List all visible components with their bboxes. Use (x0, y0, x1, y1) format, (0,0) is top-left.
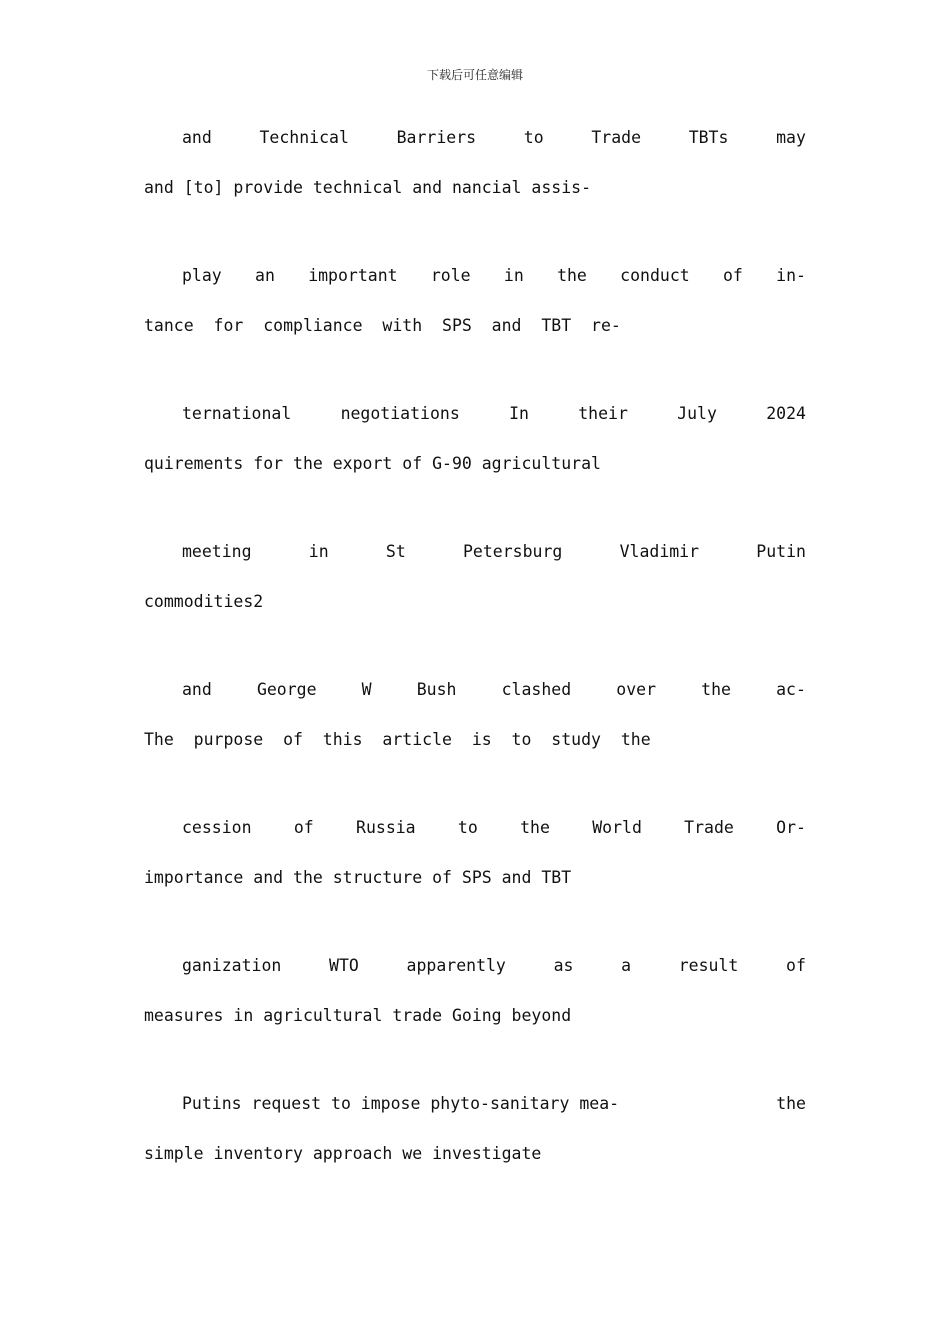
continuation-line: quirements for the export of G-90 agricultural (144, 454, 601, 473)
word: Petersburg (463, 542, 563, 561)
paragraph-line (182, 128, 806, 148)
word: apparently (406, 956, 506, 975)
word: Putin (756, 542, 806, 561)
word: ac- (776, 680, 806, 699)
word: World (592, 818, 642, 837)
word: cession (182, 818, 252, 837)
word: TBTs (688, 128, 729, 147)
line-lead-text: Putins request to impose phyto-sanitary mea- (182, 1094, 620, 1113)
word: clashed (501, 680, 572, 699)
word: an (255, 266, 275, 285)
word: Trade (684, 818, 734, 837)
word: important (308, 266, 398, 285)
paragraph-line (182, 266, 806, 286)
word: Barriers (396, 128, 477, 147)
paragraph-line (182, 818, 806, 838)
page-header: 下载后可任意编辑 (426, 68, 523, 82)
word: of (293, 818, 314, 837)
paragraph-line (182, 542, 806, 562)
paragraph-line (182, 680, 806, 700)
word: the (701, 680, 731, 699)
word: role (430, 266, 471, 285)
word: in (308, 542, 329, 561)
word: their (578, 404, 628, 423)
word: W (361, 680, 372, 699)
word: of (722, 266, 743, 285)
word: play (182, 266, 222, 285)
word: George (256, 680, 317, 699)
word: over (616, 680, 657, 699)
line-tail-text: the (776, 1094, 806, 1113)
word: St (385, 542, 406, 561)
word: the (520, 818, 550, 837)
word: Trade (591, 128, 641, 147)
word: and (182, 128, 212, 147)
word: ganization (182, 956, 282, 975)
word: to (457, 818, 478, 837)
continuation-line: simple inventory approach we investigate (144, 1144, 542, 1163)
word: a (621, 956, 632, 975)
paragraph-line (182, 956, 806, 976)
continuation-line: The purpose of this article is to study the (144, 730, 651, 749)
word: In (509, 404, 529, 423)
paragraph-line (182, 404, 806, 424)
continuation-line: measures in agricultural trade Going beyond (144, 1006, 572, 1025)
word: to (523, 128, 544, 147)
word: result (678, 956, 739, 975)
word: as (553, 956, 574, 975)
word: 2024 (766, 404, 806, 423)
paragraph-line (182, 1094, 806, 1114)
word: Vladimir (619, 542, 700, 561)
continuation-line: importance and the structure of SPS and TBT (144, 868, 572, 887)
word: WTO (329, 956, 359, 975)
word: meeting (182, 542, 252, 561)
word: conduct (620, 266, 690, 285)
word: negotiations (340, 404, 460, 423)
word: may (776, 128, 806, 147)
word: ternational (182, 404, 292, 423)
continuation-line: commodities2 (144, 592, 264, 611)
continuation-line: tance for compliance with SPS and TBT re- (144, 316, 621, 335)
continuation-line: and [to] provide technical and nancial assis- (144, 178, 592, 197)
word: in (503, 266, 524, 285)
word: Technical (259, 128, 349, 147)
word: in- (776, 266, 806, 285)
word: and (182, 680, 212, 699)
word: Or- (776, 818, 806, 837)
word: July (677, 404, 717, 423)
word: of (786, 956, 806, 975)
word: Russia (356, 818, 416, 837)
word: Bush (416, 680, 457, 699)
word: the (557, 266, 587, 285)
